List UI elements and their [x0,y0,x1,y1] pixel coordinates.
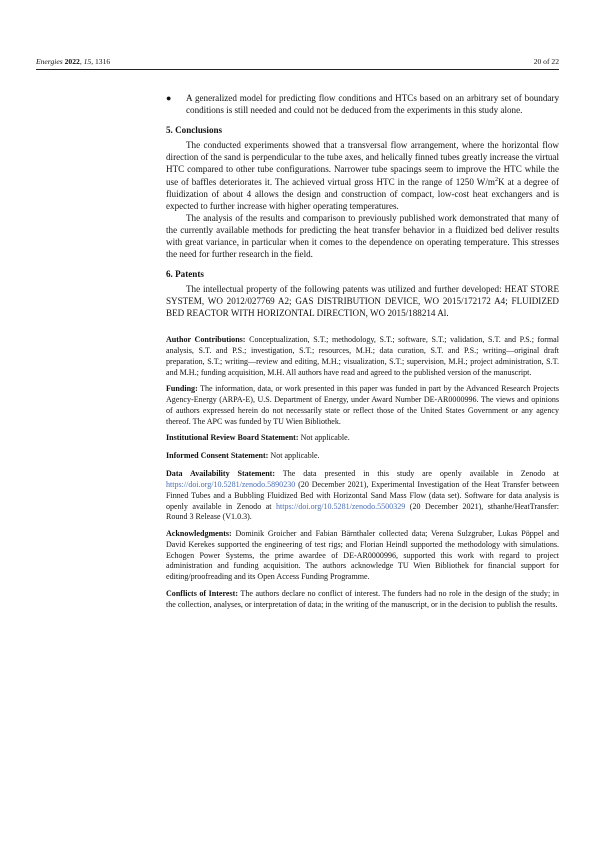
irb-statement [166,433,559,444]
article-number: 1316 [95,57,111,66]
section-heading: 6. Patents [166,268,204,279]
text-run: The conducted experiments showed that a transversal flow arrangement, where the horizontal flow direction of the sand is perpendicular to the tube axes, and helically finned tubes greatly increase the virtual HTC compared to other tube configurations. Narrower tube spacings seem to improve the HTC while the use of baffles deteriorates it. The achieved virtual gross HTC in the range of 1250 W/m [166,139,559,188]
text: Not applicable. [270,451,320,461]
label: Conflicts of Interest: [166,588,238,598]
text-run: K at a degree of fluidization of about 4 allows the design and construction of compact, low-cost heat exchangers and is expected to further increase with higher operating temperatures. [166,177,560,212]
page-number: 20 of 22 [533,57,559,66]
funding [166,384,559,427]
label: Acknowledgments: [166,528,232,538]
text: The authors declare no conflict of interest. The funders had no role in the design of the study; in the collection, analyses, or interpretation of data; in the writing of the manuscript, or in the decision to publish the results. [166,588,559,609]
paragraph: The intellectual property of the following patents was utilized and further developed: HEAT STORE SYSTEM, WO 2012/027769 A2; GAS DISTRIBUTION DEVICE, WO 2015/172172 A4; FLUIDIZED BED REACTOR WITH HORIZONTAL DIRECTION, WO 2015/188214 Al. [166,283,559,318]
list-item [166,93,559,117]
running-header [36,57,559,69]
text: The data presented in this study are openly available in Zenodo at [282,469,559,479]
journal-citation: Energies 2022, 15, 1316 [36,57,111,66]
text: (20 December 2021), Experimental Investigation of the Heat Transfer between Finned Tubes and a Bubbling Fluidized Bed with Horizontal Sand Mass Flow (data set). Software for data analysis is openly available in Zenodo at [166,479,559,511]
conflicts-of-interest [166,589,559,611]
journal-name: Energies [36,57,63,66]
data-availability [166,469,559,523]
author-contributions [166,335,559,378]
text: Conceptualization, S.T.; methodology, S.T.; software, S.T.; validation, S.T. and P.S.; formal analysis, S.T. and P.S.; investigation, S.T.; resources, M.H.; data curation, S.T. and P.S.; writing—original draft preparation, S.T.; writing—review and editing, M.H.; visualization, S.T.; supervision, M.H.; project administration, S.T. and M.H.; funding acquisition, M.H. All authors have read and agreed to the published version of the manuscript. [166,335,559,377]
journal-volume: 15 [83,57,92,66]
text: Dominik Groicher and Fabian Bärnthaler collected data; Verena Sulzgruber, Lukas Pöppel and David Kerekes supported the engineering of test rigs; and Florian Heindl supported the methodology with simulations. Echogen Power Systems, the prime awardee of DE-AR0000996, supported this work with regard to project administration and funding acquisition. The authors acknowledge TU Wien Bibliothek for financial support for editing/proofreading and its Open Access Funding Programme. [166,528,559,582]
label: Institutional Review Board Statement: [166,433,299,443]
label: Author Contributions: [166,335,246,345]
section-conclusions [166,125,559,261]
paragraph: The analysis of the results and comparison to previously published work demonstrated that many of the currently available methods for predicting the heat transfer behavior in a fluidized bed deliver results with great variance, in particular when it comes to the dependence on operating temperature. This stresses the need for further research in the field. [166,213,559,259]
label: Funding: [166,384,198,394]
journal-year: 2022 [64,57,80,66]
doi-link[interactable]: https://doi.org/10.5281/zenodo.5500329 [276,501,406,511]
page-body [166,93,559,616]
acknowledgments [166,529,559,583]
list-item-text: A generalized model for predicting flow conditions and HTCs based on an arbitrary set of boundary conditions is still needed and could not be deduced from the experiments in this study alone. [186,93,559,115]
header-rule [36,69,559,70]
consent-statement [166,451,559,462]
text: Not applicable. [300,433,350,443]
text: (20 December 2021), sthanhe/HeatTransfer: Round 3 Release (V1.0.3). [166,501,559,522]
section-patents [166,269,559,320]
superscript: 2 [494,177,498,184]
bullet-icon: ● [166,93,172,103]
section-heading: 5. Conclusions [166,124,223,135]
text: The information, data, or work presented in this paper was funded in part by the Advanced Research Projects Agency-Energy (ARPA-E), U.S. Department of Energy, under Award Number DE-AR0000996. The views and opinions of authors expressed herein do not necessarily state or reflect those of the United States Government or any agency thereof. The APC was funded by TU Wien Bibliothek. [166,384,559,426]
label: Informed Consent Statement: [166,451,269,461]
doi-link[interactable]: https://doi.org/10.5281/zenodo.5890230 [166,479,296,489]
label: Data Availability Statement: [166,469,276,479]
paragraph [166,140,559,213]
